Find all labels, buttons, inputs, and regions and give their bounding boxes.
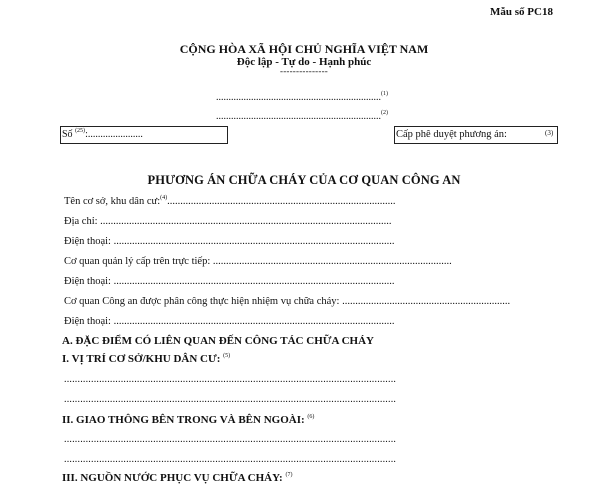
- national-motto: Độc lập - Tự do - Hạnh phúc: [236, 56, 372, 68]
- approval-note: (3): [545, 129, 554, 137]
- section-3-title: III. NGUỒN NƯỚC PHỤC VỤ CHỮA CHÁY:: [62, 472, 283, 484]
- section-2-note: (6): [307, 414, 315, 420]
- blank-line: ...........................................................................................................................: [64, 454, 397, 465]
- document-number-note: (25): [75, 128, 86, 134]
- org-line-2-dots: ..................................................................: [216, 111, 381, 122]
- field-label: Điện thoại:: [64, 316, 114, 327]
- field-phone-2: [64, 276, 394, 287]
- field-facility-name: [64, 196, 395, 207]
- field-label: Điện thoại:: [64, 276, 114, 287]
- org-line-2: [216, 111, 388, 122]
- section-a-heading: A. ĐẶC ĐIỂM CÓ LIÊN QUAN ĐẾN CÔNG TÁC CHỮA CHÁY: [62, 335, 374, 347]
- document-number-field[interactable]: [62, 129, 143, 140]
- field-label: Điện thoại:: [64, 236, 114, 247]
- field-phone-1: [64, 236, 394, 247]
- blank-line: ...........................................................................................................................: [64, 434, 397, 445]
- org-line-1-note: (1): [381, 91, 388, 97]
- document-number-label: Số: [62, 129, 73, 140]
- section-3-heading: [62, 472, 292, 484]
- section-2-heading: [62, 414, 314, 426]
- field-dots: ...........................................................................................................: [113, 236, 395, 247]
- field-dots: ...........................................................................................................: [113, 316, 395, 327]
- section-1-note: (5): [223, 353, 231, 359]
- field-label: Cơ quan quản lý cấp trên trực tiếp:: [64, 256, 213, 267]
- field-dots: .......................................................................................: [167, 196, 396, 207]
- field-dots: ...............................................................................................................: [100, 216, 392, 227]
- field-label: Tên cơ sở, khu dân cư:: [64, 196, 161, 207]
- org-line-2-note: (2): [381, 110, 388, 116]
- field-superior-agency: [64, 256, 452, 267]
- org-line-1-dots: ..................................................................: [216, 92, 381, 103]
- section-2-title: II. GIAO THÔNG BÊN TRONG VÀ BÊN NGOÀI:: [62, 414, 305, 426]
- section-1-title: I. VỊ TRÍ CƠ SỞ/KHU DÂN CƯ:: [62, 353, 221, 365]
- blank-line: ...........................................................................................................................: [64, 374, 397, 385]
- section-3-note: (7): [285, 472, 293, 478]
- field-dots: ................................................................: [342, 296, 511, 307]
- field-note: (4): [160, 195, 168, 201]
- blank-line: ...........................................................................................................................: [64, 394, 397, 405]
- document-number-dots: :......................: [85, 129, 143, 140]
- motto-underline: ---------------: [280, 66, 328, 76]
- field-address: [64, 216, 392, 227]
- field-police-agency: [64, 296, 510, 307]
- field-label: Địa chỉ:: [64, 216, 101, 227]
- document-title: PHƯƠNG ÁN CHỮA CHÁY CỦA CƠ QUAN CÔNG AN: [147, 173, 461, 187]
- section-1-heading: [62, 353, 230, 365]
- field-dots: ...........................................................................................: [212, 256, 452, 267]
- field-dots: ...........................................................................................................: [113, 276, 395, 287]
- approval-label: Cấp phê duyệt phương án:: [396, 129, 507, 140]
- field-phone-3: [64, 316, 394, 327]
- org-line-1: [216, 92, 388, 103]
- form-code: Mẫu số PC18: [490, 6, 553, 18]
- field-label: Cơ quan Công an được phân công thực hiện nhiệm vụ chữa cháy:: [64, 296, 343, 307]
- national-title: CỘNG HÒA XÃ HỘI CHỦ NGHĨA VIỆT NAM: [179, 42, 429, 56]
